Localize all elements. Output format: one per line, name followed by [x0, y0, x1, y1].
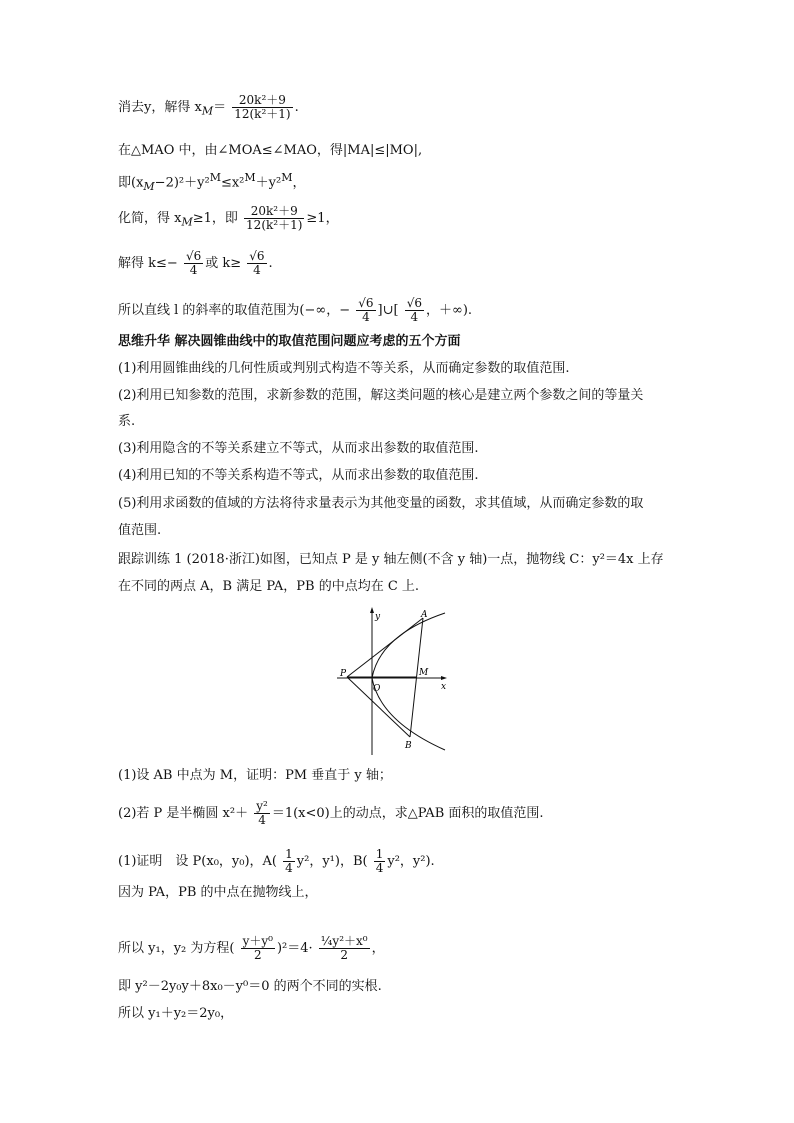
fraction: $\frac{\text{y²}}{4}$	[256, 799, 268, 827]
fraction: $\frac{1}{4}$	[375, 847, 384, 875]
fraction: $\frac{\text{20k²＋9}}{\text{12(k²＋1)}}$	[246, 204, 303, 232]
solution-step-4: 即 y²－2y₀y＋8x₀－y⁰＝0 的两个不同的实根.	[118, 979, 382, 994]
point-1: (1)利用圆锥曲线的几何性质或判别式构造不等关系，从而确定参数的取值范围.	[118, 361, 570, 376]
fraction: $\frac{√6}{4}$	[358, 296, 374, 324]
solution-step-3: 所以 y₁，y₂ 为方程( $\frac{\text{y＋y⁰}}{2}$ )²＝4· $\frac{\text{¼y²＋x⁰}}{2}$ ，	[118, 934, 385, 962]
fraction: $\frac{\text{¼y²＋x⁰}}{2}$	[320, 934, 368, 962]
fraction: $\frac{√6}{4}$	[185, 249, 202, 277]
section-heading: 思维升华 解决圆锥曲线中的取值范围问题应考虑的五个方面	[118, 334, 461, 349]
label-a: A	[421, 610, 428, 620]
fraction: $\frac{1}{4}$	[285, 847, 293, 875]
solution-step-5: 所以 y₁＋y₂＝2y₀，	[118, 1006, 234, 1021]
parabola-figure	[335, 605, 455, 757]
solution-line-2: 在△MAO 中，由∠MOA≤∠MAO，得|MA|≤|MO|,	[118, 143, 423, 158]
point-5-cont: 值范围.	[118, 523, 162, 538]
exercise-text-cont: 在不同的两点 A，B 满足 PA，PB 的中点均在 C 上.	[118, 579, 420, 594]
label-x: x	[441, 682, 447, 692]
label-y: y	[375, 612, 381, 622]
point-2: (2)利用已知参数的范围，求新参数的范围，解这类问题的核心是建立两个参数之间的等量关	[118, 388, 644, 403]
point-4: (4)利用已知的不等关系构造不等式，从而求出参数的取值范围.	[118, 468, 479, 483]
x-axis-arrow	[441, 676, 447, 680]
parabola-curve	[372, 613, 445, 750]
point-3: (3)利用隐含的不等关系建立不等式，从而求出参数的取值范围.	[118, 441, 479, 456]
segment-pa	[347, 618, 423, 677]
solution-line-3: 即$(x_M-2)^2+y^2^M\le x^2^M+y^2^M$，	[118, 171, 306, 193]
label-b: B	[405, 741, 412, 751]
solution-step-2: 因为 PA，PB 的中点在抛物线上，	[118, 885, 318, 900]
label-p: P	[340, 669, 347, 679]
fraction: $\frac{√6}{4}$	[406, 296, 422, 324]
question-2: (2)若 P 是半椭圆 x²＋ $\frac{\text{y²}}{4}$ ＝1(x<0)上的动点，求△PAB 面积的取值范围.	[118, 799, 544, 827]
y-axis-arrow	[370, 607, 374, 613]
exercise-text: 跟踪训练 1 (2018·浙江)如图，已知点 P 是 y 轴左侧(不含 y 轴)一点，抛物线 C：y²＝4x 上存	[118, 552, 664, 567]
fraction: $\frac{\text{y＋y⁰}}{2}$	[242, 934, 273, 962]
question-1: (1)设 AB 中点为 M，证明：PM 垂直于 y 轴；	[118, 768, 392, 783]
solution-line-5: 解得 k≤− $\frac{√6}{4}$ 或 k≥ $\frac{√6}{4}$ .	[118, 249, 273, 277]
fraction: $\frac{√6}{4}$	[249, 249, 265, 277]
label-o: O	[373, 684, 381, 694]
solution-line-1: 消去y，解得 $x_M=$ $\frac{\text{20k²＋9}}{\text{12(k²＋1)}}$ .	[118, 93, 299, 121]
solution-step-1: (1)证明 设 P(x₀，y₀)，A( $\frac{1}{4}$ y²，y¹)，B( $\frac{1}{4}$ y²，y²).	[118, 847, 435, 875]
solution-line-4: 化简，得 $x_M\ge 1$，即 $\frac{\text{20k²＋9}}{\text{12(k²＋1)}}$ ≥1，	[118, 204, 339, 232]
solution-line-6: 所以直线 l 的斜率的取值范围为(−∞，− $\frac{√6}{4}$ ]∪[ $\frac{√6}{4}$ ，＋∞).	[118, 296, 473, 324]
point-5: (5)利用求函数的值域的方法将待求量表示为其他变量的函数，求其值域，从而确定参数的取	[118, 496, 644, 511]
fraction: $\frac{\text{20k²＋9}}{\text{12(k²＋1)}}$	[234, 93, 291, 121]
label-m: M	[419, 668, 429, 678]
point-2-cont: 系.	[118, 414, 136, 429]
